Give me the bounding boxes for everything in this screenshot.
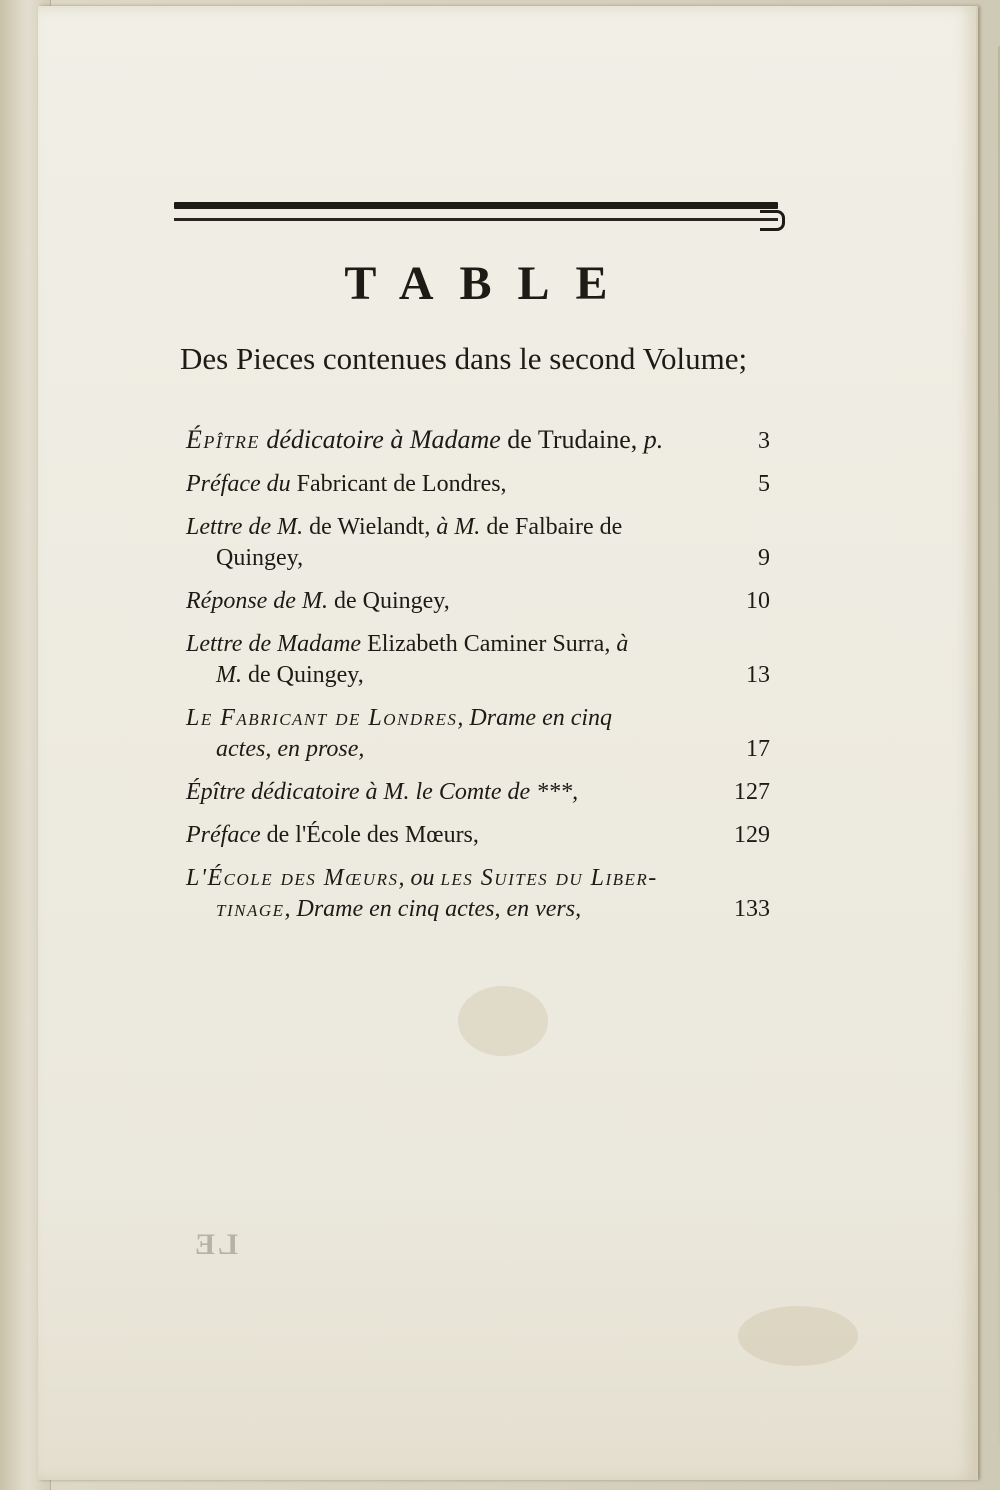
toc-entry-preface-ecole [186,820,770,851]
entry-text: actes, en prose, [216,736,365,762]
entry-text: Quingey, [216,545,304,571]
entry-text: tinage [216,896,285,922]
toc-entry-lettre-caminer [186,629,770,691]
entry-text: Épître [186,425,260,454]
page-title: TABLE [344,257,634,310]
entry-text: Fabricant de Londres, [296,471,507,497]
toc-entry-epitre-comte [186,777,770,808]
header-rule-thin [174,218,778,221]
entry-text: , ou [398,865,441,891]
page-number: 129 [734,822,770,848]
entry-text: Le Fabricant de Londres [186,705,458,731]
entry-text: , Drame en cinq [457,705,613,731]
page-subtitle: Des Pieces contenues dans le second Volume; [180,341,748,376]
page-number: 13 [746,662,770,688]
toc-entry-epitre-trudaine [186,424,770,457]
entry-text: Lettre de Madame [186,631,368,657]
page-number: 17 [746,736,770,762]
entry-text: Lettre de M. [186,514,310,540]
page-number: 10 [746,588,770,614]
page-number: 133 [734,896,770,922]
entry-text: de l'École des Mœurs, [266,822,479,848]
entry-text: de Falbaire de [486,514,623,540]
page-number: 9 [758,545,770,571]
toc-entry-lettre-wielandt [186,512,770,574]
entry-text: à M. [436,514,487,540]
entry-text: p. [637,425,664,454]
entry-text: L'École des Mœurs [186,865,399,891]
entry-text: de Wielandt, [309,514,437,540]
header-rule-thick [174,202,778,209]
entry-text: de Quingey, [333,588,450,614]
entry-text: Épître dédicatoire à M. le Comte de ***, [186,779,579,805]
toc-entry-fabricant-drame [186,703,770,765]
header-rule-cap [760,210,785,231]
paper-stain [458,986,548,1056]
catchword-showthrough: LE [192,1228,239,1261]
entry-text: de Quingey, [248,662,364,688]
entry-text: Préface du [186,471,297,497]
paper-stain [738,1306,858,1366]
table-of-contents [186,424,770,937]
toc-entry-ecole-drame [186,863,770,925]
page-number: 127 [734,779,770,805]
entry-text: à [616,631,629,657]
entry-text: les Suites du Liber- [440,865,658,891]
page-number: 5 [758,471,770,497]
entry-text: dédicatoire à Madame [259,425,508,454]
page-number: 3 [758,428,770,454]
toc-entry-reponse [186,586,770,617]
entry-text: Elizabeth Caminer Surra, [367,631,617,657]
book-page [38,6,978,1480]
entry-text: , Drame en cinq actes, en vers, [284,896,582,922]
entry-text: Préface [186,822,267,848]
entry-text: Réponse de M. [186,588,334,614]
toc-entry-preface-fabricant [186,469,770,500]
entry-text: de Trudaine, [507,425,638,454]
entry-text: M. [216,662,248,688]
